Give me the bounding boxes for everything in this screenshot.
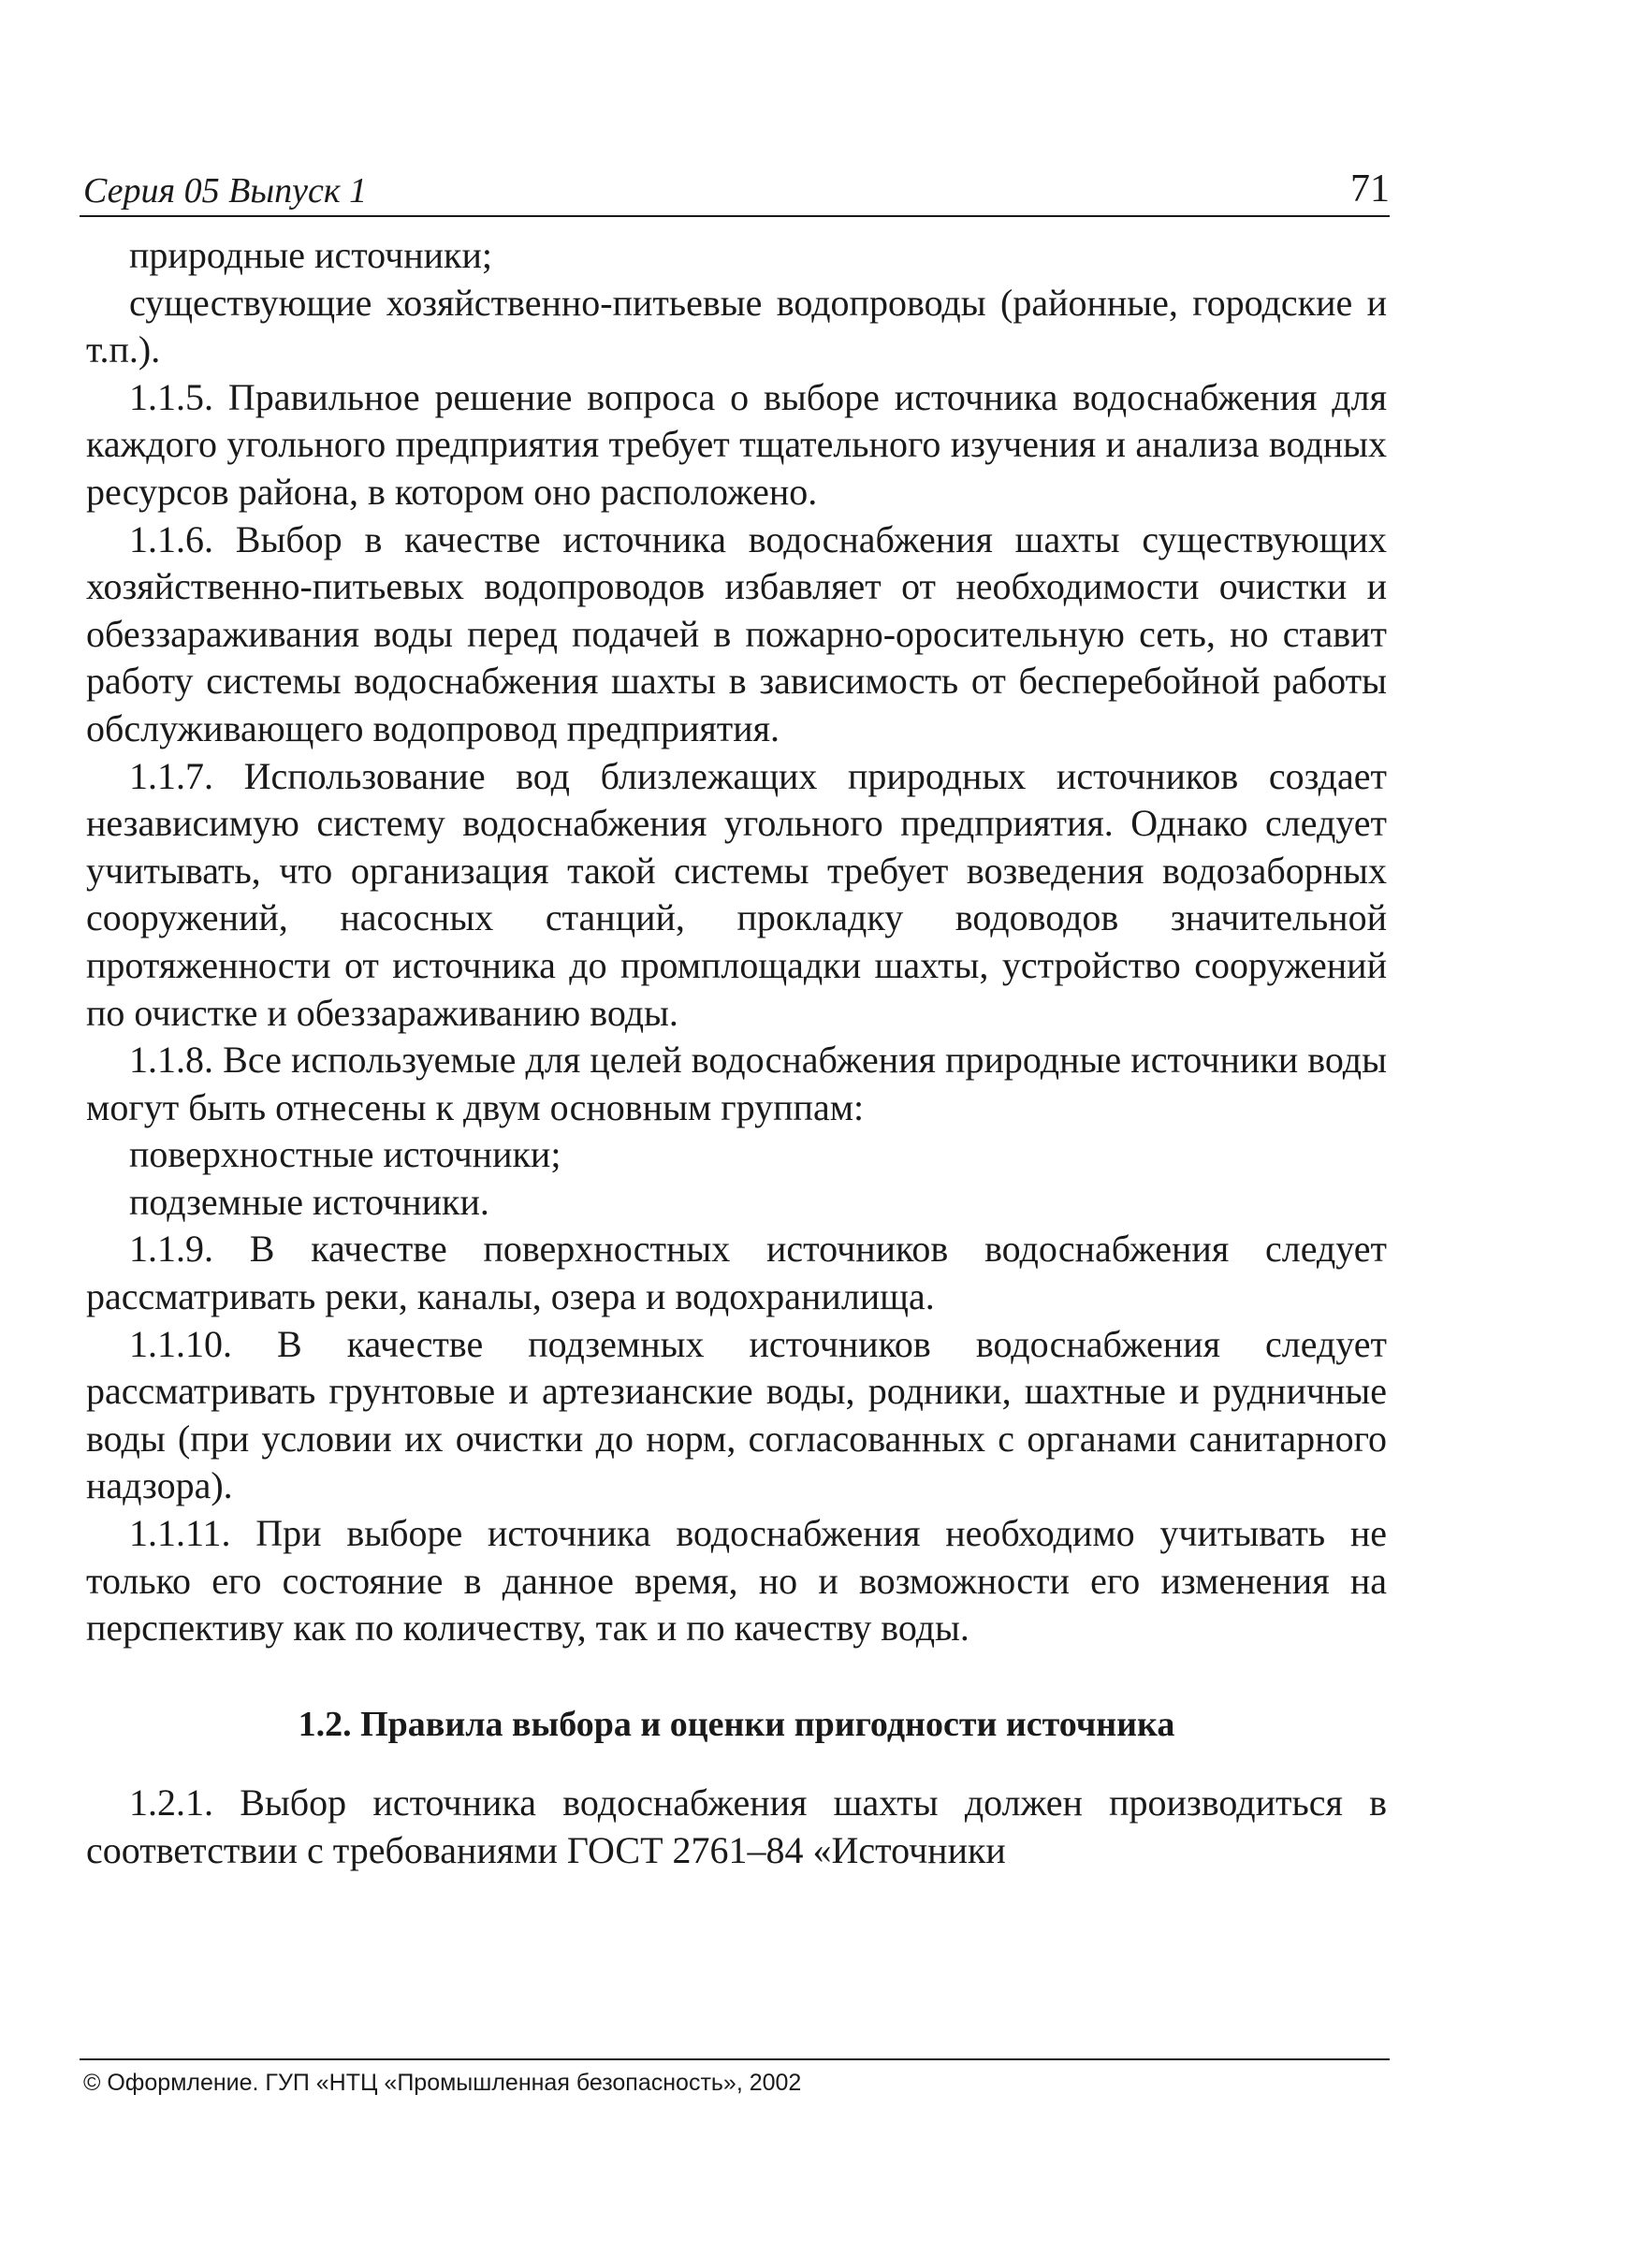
paragraph-1-1-11: 1.1.11. При выборе источника водоснабжения необходимо учитывать не только его состояние в данное время, но и возможности его изменения на перспективу как по количеству, так и по качеству воды. (86, 1512, 1387, 1650)
paragraph-1-1-6: 1.1.6. Выбор в качестве источника водоснабжения шахты существующих хозяйственно-питьевых водопроводов избавляет от необходимости очистки и обеззараживания воды перед подачей в пожарно-оросительную сеть, но ставит работу системы водоснабжения шахты в зависимость от бесперебойной работы обслуживающего водопровод предприятия. (86, 517, 1387, 749)
copyright-notice: © Оформление. ГУП «НТЦ «Промышленная безопасность», 2002 (83, 2070, 802, 2096)
paragraph-1-1-9: 1.1.9. В качестве поверхностных источников водоснабжения следует рассматривать реки, каналы, озера и водохранилища. (86, 1228, 1387, 1318)
list-item: природные источники; (129, 234, 493, 276)
section-heading: 1.2. Правила выбора и оценки пригодности источника (298, 1704, 1175, 1744)
paragraph-1-1-8: 1.1.8. Все используемые для целей водоснабжения природные источники воды могут быть отнесены к двум основным группам: (86, 1039, 1387, 1128)
running-header (80, 159, 1390, 217)
paragraph-1-1-10: 1.1.10. В качестве подземных источников водоснабжения следует рассматривать грунтовые и артезианские воды, родники, шахтные и рудничные воды (при условии их очистки до норм, согласованных с органами санитарного надзора). (86, 1322, 1387, 1507)
list-item: подземные источники. (129, 1180, 489, 1223)
paragraph-1-1-7: 1.1.7. Использование вод близлежащих природных источников создает независимую систему водоснабжения угольного предприятия. Однако следует учитывать, что организация такой системы требует возведения водозаборных сооружений, насосных станций, прокладку водоводов значительной протяженности от источника до промплощадки шахты, устройство сооружений по очистке и обеззараживанию воды. (86, 754, 1387, 1034)
paragraph-1-1-5: 1.1.5. Правильное решение вопроса о выборе источника водоснабжения для каждого угольного предприятия требует тщательного изучения и анализа водных ресурсов района, в котором оно расположено. (86, 375, 1387, 513)
header-rule (80, 215, 1390, 217)
list-item: поверхностные источники; (129, 1133, 561, 1176)
paragraph-1-2-1: 1.2.1. Выбор источника водоснабжения шахты должен производиться в соответствии с требованиями ГОСТ 2761–84 «Источники (86, 1781, 1387, 1871)
series-label: Серия 05 Выпуск 1 (83, 171, 368, 211)
page-number: 71 (1350, 167, 1390, 211)
footer-rule (80, 2058, 1390, 2060)
page-footer (80, 2058, 1390, 2097)
list-item: существующие хозяйственно-питьевые водопроводы (районные, городские и т.п.). (86, 281, 1387, 371)
body-text (86, 232, 1387, 1875)
